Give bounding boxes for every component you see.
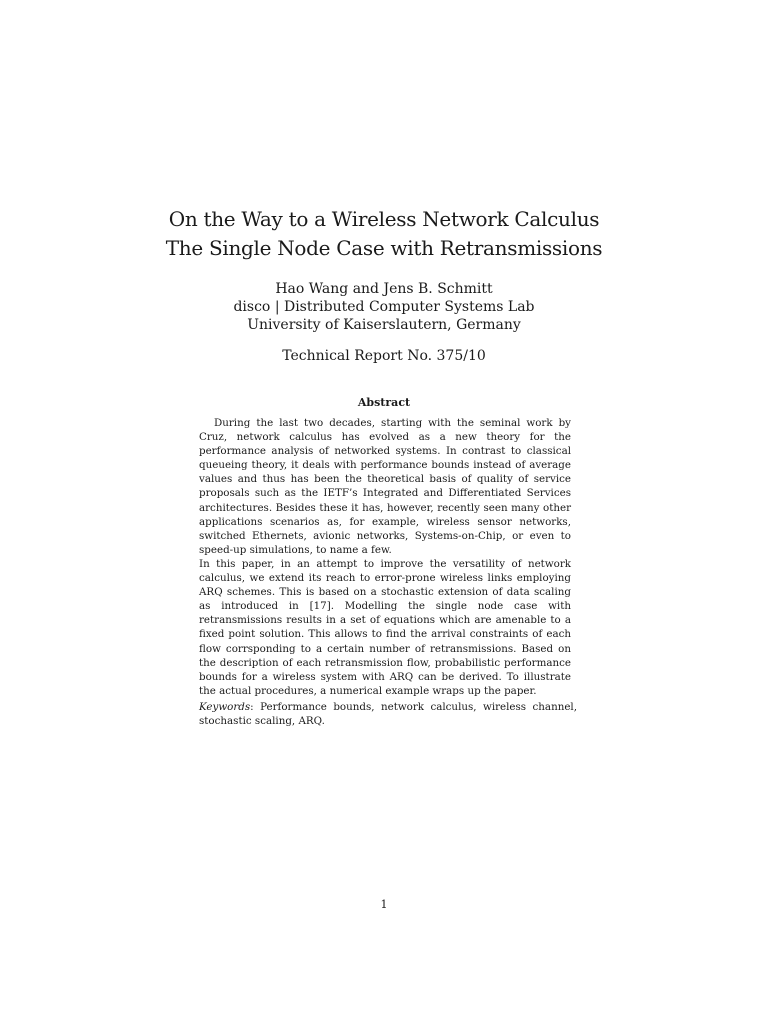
abstract-paragraph-2: In this paper, in an attempt to improve the versatility of network calculus, we extend its reach to error-prone wireless links employing ARQ schemes. This is based on a stochastic extension of data scaling as introduced in [17]. Modelling the single node case with retransmissions results in a set of equations which are amenable to a fixed point solution. This allows to find the arrival constraints of each flow corrsponding to a certain number of retransmissions. Based on the description of each retransmission flow, probabilistic performance bounds for a wireless system with ARQ can be derived. To illustrate the actual procedures, a numerical example wraps up the paper. — [199, 557, 571, 697]
keywords-text: : Performance bounds, network calculus, wireless channel, stochastic scaling, ARQ. — [199, 701, 577, 728]
title-line-1: On the Way to a Wireless Network Calculus — [168, 207, 600, 231]
keywords-label: Keywords — [199, 701, 251, 713]
author-block — [0, 280, 768, 334]
paper-title — [0, 205, 768, 263]
author-names: Hao Wang and Jens B. Schmitt — [275, 281, 493, 297]
abstract-heading: Abstract — [357, 396, 411, 409]
report-number: Technical Report No. 375/10 — [282, 348, 486, 364]
title-line-2: The Single Node Case with Retransmissions — [165, 236, 603, 260]
author-university: University of Kaiserslautern, Germany — [247, 317, 521, 333]
abstract-paragraph-1: During the last two decades, starting with the seminal work by Cruz, network calculus has evolved as a new theory for the performance analysis of networked systems. In contrast to classical queueing theory, it deals with performance bounds instead of average values and thus has been the theoretical basis of quality of service proposals such as the IETF’s Integrated and Differentiated Services architectures. Besides these it has, however, recently seen many other applications scenarios as, for example, wireless sensor networks, switched Ethernets, avionic networks, Systems-on-Chip, or even to speed-up simulations, to name a few. — [199, 417, 571, 556]
abstract-body — [199, 416, 571, 698]
keywords — [199, 700, 577, 728]
page-number: 1 — [380, 898, 388, 911]
author-lab: disco | Distributed Computer Systems Lab — [233, 299, 535, 315]
